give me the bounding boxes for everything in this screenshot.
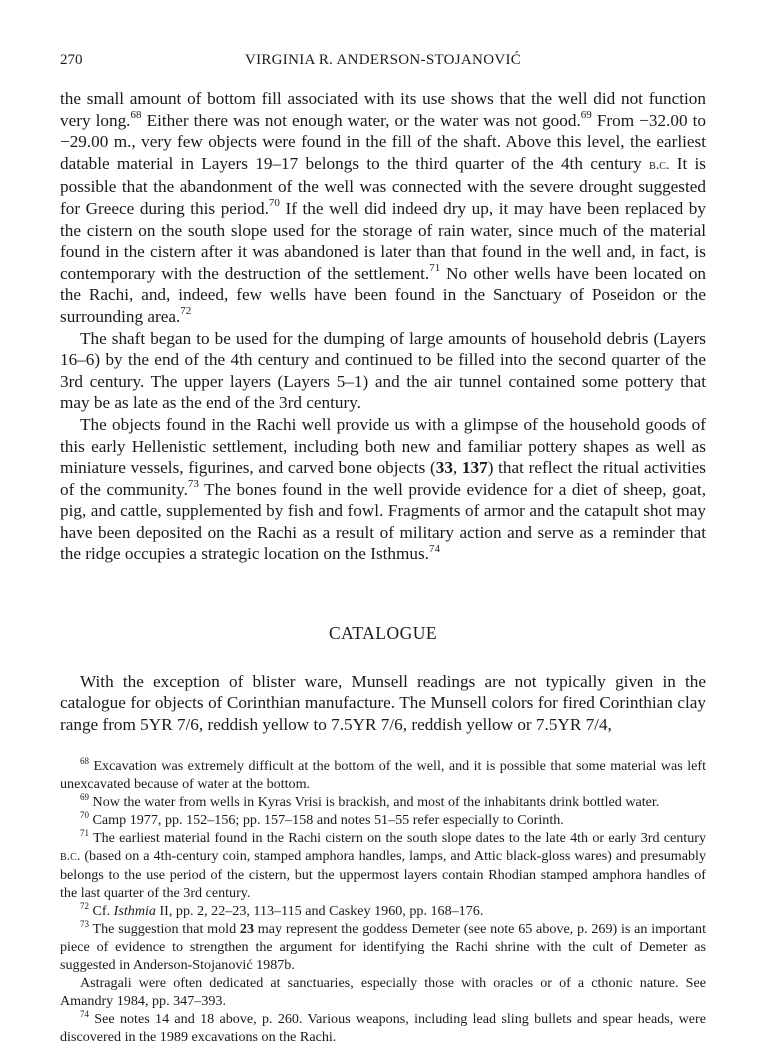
footnote-ref-68[interactable]: 68 xyxy=(130,108,142,121)
paragraph-3: The objects found in the Rachi well provide us with a glimpse of the household goods of this early Hellenistic settlement, including both new and familiar pottery shapes as well as miniature vessels, figurines, and carved bone objects (33, 137) that reflect the ritual activities of the community.$^{73}$ The bones found in the well provide evidence for a diet of sheep, goat, pig, and cattle, supplemented by fish and fowl. Fragments of armor and the catapult shot may have been deposited on the Rachi as a result of military action and serve as a reminder that the ridge occupies a strategic location on the Isthmus.$^{74}$ xyxy=(60,414,707,564)
footnote-74: $^{74}$ See notes 14 and 18 above, p. 260. Various weapons, including lead sling bullets and spear heads, were discovered in the 1989 excavations on the Rachi. xyxy=(60,1008,706,1046)
catalogue-ref-33[interactable]: 33 xyxy=(435,458,453,478)
footnote-ref-72[interactable]: 72 xyxy=(180,305,192,318)
catalogue-heading: CATALOGUE xyxy=(328,623,438,644)
footnote-ref-71[interactable]: 71 xyxy=(429,262,441,275)
body-text xyxy=(60,88,706,735)
footnote-73-continuation: Astragali were often dedicated at sanctuaries, especially those with oracles or of a cthonic nature. See Amandry 1984, pp. 347–393. xyxy=(60,975,706,1010)
footnote-ref-70[interactable]: 70 xyxy=(268,197,280,210)
footnotes xyxy=(60,757,706,1046)
footnote-72: $^{72}$ Cf. Isthmia II, pp. 2, 22–23, 113–115 and Caskey 1960, pp. 168–176. xyxy=(80,900,484,920)
footnote-ref-74[interactable]: 74 xyxy=(428,542,440,555)
footnote-68: $^{68}$ Excavation was extremely difficult at the bottom of the well, and it is possible that some material was left unexcavated because of water at the bottom. xyxy=(60,755,706,793)
catalogue-ref-137[interactable]: 137 xyxy=(461,458,488,478)
page-number: 270 xyxy=(60,52,83,68)
page xyxy=(60,52,706,1046)
running-head: VIRGINIA R. ANDERSON-STOJANOVIĆ xyxy=(244,52,522,68)
footnote-ref-73[interactable]: 73 xyxy=(187,477,199,490)
footnote-ref-69[interactable]: 69 xyxy=(580,108,592,121)
footnote-71: $^{71}$ The earliest material found in the Rachi cistern on the south slope dates to the late 4th or early 3rd century b.c. (based on a 4th-century coin, stamped amphora handles, lamps, and Attic black-gloss wares) and presumably belongs to the use period of the cistern, but the uppermost layers contain Rhodian stamped amphora handles of the last quarter of the 3rd century. xyxy=(60,827,706,902)
page-header xyxy=(60,52,706,74)
footnote-70: $^{70}$ Camp 1977, pp. 152–156; pp. 157–158 and notes 51–55 refer especially to Corinth. xyxy=(80,809,564,829)
footnote-73: $^{73}$ The suggestion that mold 23 may represent the goddess Demeter (see note 65 above, p. 269) is an important piece of evidence to strengthen the argument for identifying the Rachi shrine with the cult of Demeter as suggested in Anderson-Stojanović 1987b. xyxy=(60,918,706,974)
paragraph-1: the small amount of bottom fill associated with its use shows that the well did not function very long.$^{68}$ Either there was not enough water, or the water was not good.$^{69}$ From −32.00 to −29.00 m., very few objects were found in the fill of the shaft. Above this level, the earliest datable material in Layers 19–17 belongs to the third quarter of the 4th century b.c. It is possible that the abandonment of the well was connected with the severe drought suggested for Greece during this period.$^{70}$ If the well did indeed dry up, it may have been replaced by the cistern on the south slope used for the storage of rain water, since much of the material found in the cistern after it was abandoned is later than that found in the well and, in fact, is contemporary with the destruction of the settlement.$^{71}$ No other wells have been located on the Rachi, and, indeed, few wells have been found in the Sanctuary of Poseidon or the surrounding area.$^{72}$ xyxy=(60,89,707,326)
paragraph-2: The shaft began to be used for the dumping of large amounts of household debris (Layers 16–6) by the end of the 4th century and continued to be filled into the second quarter of the 3rd century. The upper layers (Layers 5–1) and the air tunnel contained some pottery that may be as late as the end of the 3rd century. xyxy=(60,328,706,413)
footnote-69: $^{69}$ Now the water from wells in Kyras Vrisi is brackish, and most of the inhabitants drink bottled water. xyxy=(80,791,660,811)
paragraph-4: With the exception of blister ware, Munsell readings are not typically given in the catalogue for objects of Corinthian manufacture. The Munsell colors for fired Corinthian clay range from 5YR 7/6, reddish yellow to 7.5YR 7/6, reddish yellow or 7.5YR 7/4, xyxy=(60,671,706,734)
